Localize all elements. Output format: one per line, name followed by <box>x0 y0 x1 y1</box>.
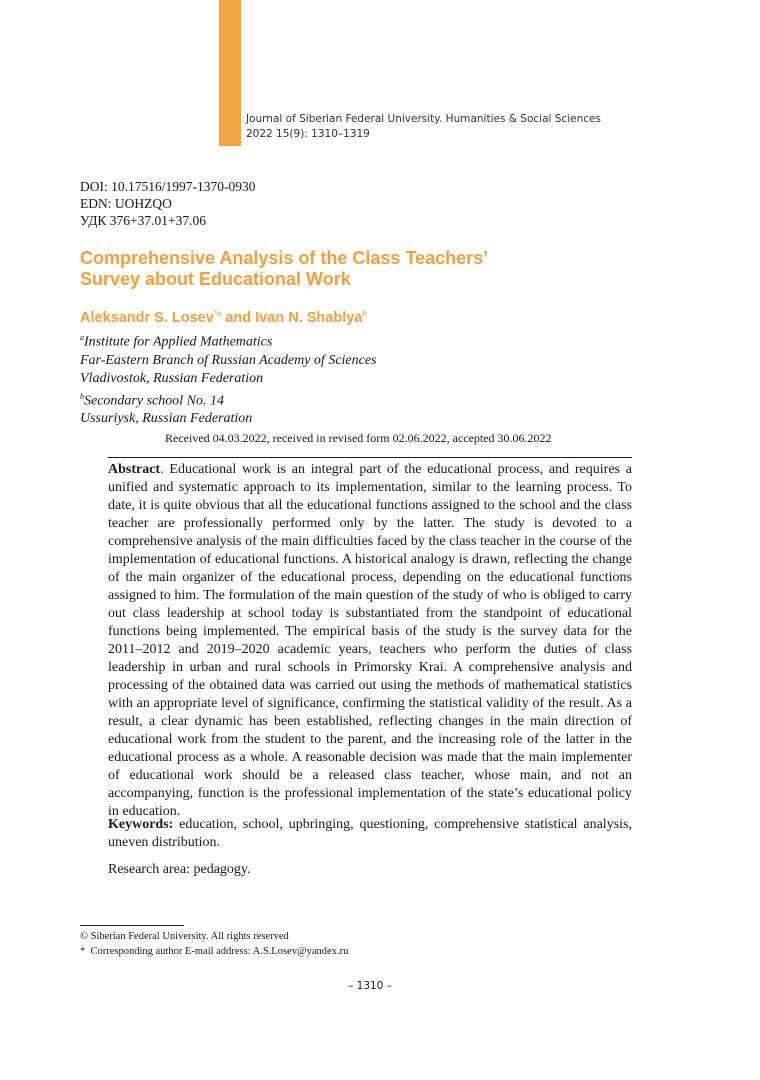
article-title: Comprehensive Analysis of the Class Teachers’ Survey about Educational Work <box>80 248 488 289</box>
affiliation-a-mark: a <box>80 333 84 342</box>
affiliation-b-mark: b <box>80 391 84 401</box>
abstract-text: . Educational work is an integral part of the educational process, and requires a unified and systematic approach to its implementation, similar to the learning process. To date, it is quite obvious that all the educational functions assigned to the school and the class teacher are professionally performed only by the latter. The study is devoted to a comprehensive analysis of the main difficulties faced by the class teacher in the course of the implementation of educational functions. A historical analogy is drawn, reflecting the change of the main organizer of the educational process, depending on the educational functions assigned to him. The formulation of the main question of the study of who is obliged to carry out class leadership at school today is substantiated from the standpoint of educational functions being implemented. The empirical basis of the study is the survey data for the 2011–2012 and 2019–2020 academic years, teachers who perform the duties of class leadership in urban and rural schools in Primorsky Krai. A comprehensive analysis and processing of the obtained data was carried out using the methods of mathematical statistics with an appropriate level of significance, confirming the statistical validity of the result. As a result, a clear dynamic has been established, reflecting changes in the main direction of educational work from the student to the parent, and the increasing role of the latter in the educational process as a whole. A reasonable decision was made that the main implementer of educational work should be a released class teacher, whose main, and not an accompanying, function is the professional implementation of the state’s educational policy in education. <box>108 462 632 819</box>
abstract-label: Abstract <box>108 462 161 477</box>
page-number: – 1310 – <box>348 980 392 992</box>
edn: EDN: UOHZQO <box>80 196 172 211</box>
author-1-mark: *a <box>213 309 222 318</box>
journal-header <box>246 112 601 142</box>
affiliation-b-line1: $^b$Secondary school No. 14 <box>80 391 224 409</box>
journal-name: Journal of Siberian Federal University. Humanities & Social Sciences <box>246 113 601 125</box>
abstract-divider <box>108 457 632 458</box>
keywords <box>108 816 636 852</box>
affiliation-a-line1: $^a$Institute for Applied Mathematics <box>80 333 273 350</box>
affiliation-b-line2: Ussuriysk, Russian Federation <box>80 411 253 427</box>
received-dates: Received 04.03.2022, received in revised form 02.06.2022, accepted 30.06.2022 <box>165 431 552 445</box>
affiliation-a-line2: Far-Eastern Branch of Russian Academy of Sciences <box>80 352 377 368</box>
keywords-text: education, school, upbringing, questioning, comprehensive statistical analysis, uneven distribution. <box>108 817 636 850</box>
copyright-note: © Siberian Federal University. All rights reserved <box>80 931 289 942</box>
footnotes <box>80 929 348 959</box>
affiliations <box>80 329 377 428</box>
affiliation-a-line3: Vladivostok, Russian Federation <box>80 370 264 386</box>
author-2: Ivan N. Shablya <box>255 309 363 326</box>
abstract <box>108 461 632 821</box>
author-connector: and <box>221 309 256 326</box>
doi[interactable]: DOI: 10.17516/1997-1370-0930 <box>80 179 256 194</box>
research-area: Research area: pedagogy. <box>108 862 251 877</box>
journal-issue: 2022 15(9): 1310–1319 <box>246 128 370 140</box>
article-identifiers <box>80 178 256 229</box>
udk: УДК 376+37.01+37.06 <box>80 213 207 228</box>
journal-color-bar <box>219 0 241 146</box>
keywords-label: Keywords: <box>108 817 174 832</box>
corresponding-author-note: * Corresponding author E-mail address: A.S.Losev@yandex.ru <box>80 946 349 957</box>
author-1: Aleksandr S. Losev <box>80 309 214 326</box>
authors <box>80 309 367 326</box>
author-2-mark: b <box>362 309 367 318</box>
footnote-divider <box>80 925 184 926</box>
